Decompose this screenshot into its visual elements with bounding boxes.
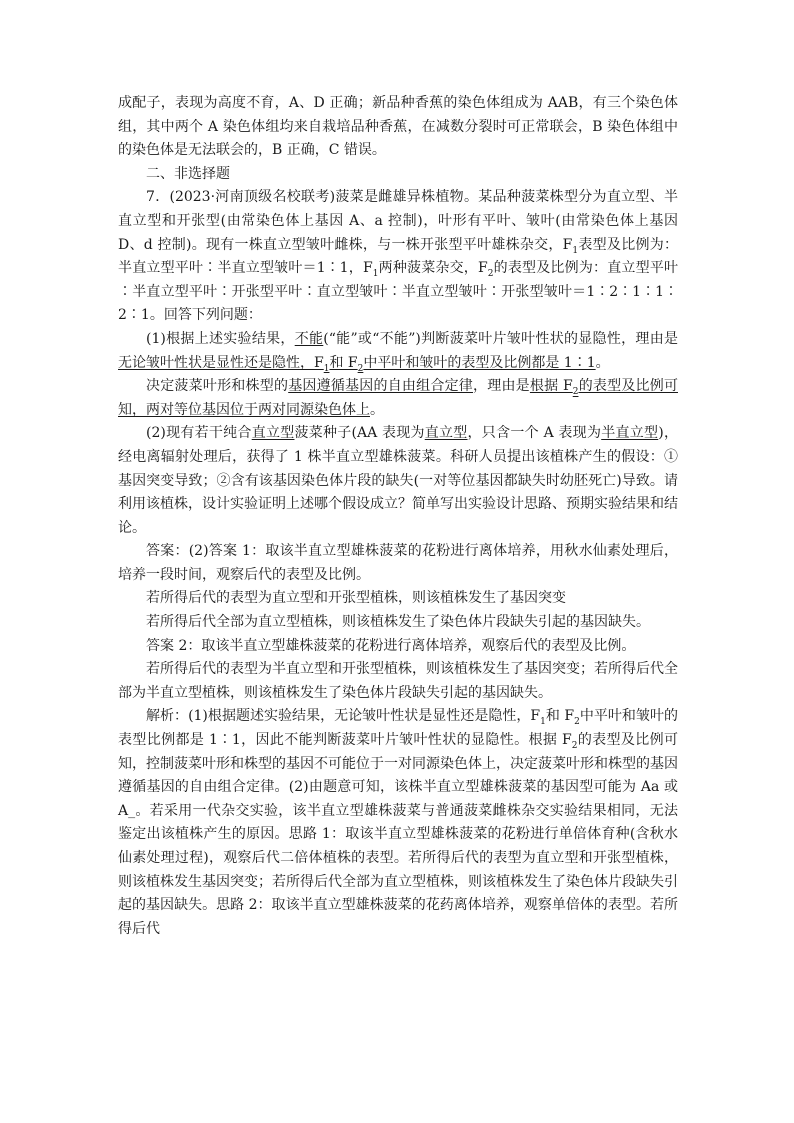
subscript: 2 <box>571 740 578 751</box>
text-run: 若所得后代的表型为直立型和开张型植株，则该植株发生了基因突变 <box>146 590 566 607</box>
paragraph <box>118 163 678 187</box>
paragraph <box>118 705 678 941</box>
subscript: 2 <box>572 386 579 397</box>
text-run: 7．(2023·河南顶级名校联考)菠菜是雌雄异株植物。某品种菠菜株型分为直立型、半直立型和开张型(由常染色体上基因 A、a 控制)，叶形有平叶、皱叶(由常染色体上基因 D、d 控制)。现有一株直立型皱叶雌株，与一株开张型平叶雄株杂交，F <box>118 189 678 253</box>
paragraph <box>118 92 678 163</box>
paragraph <box>118 186 678 328</box>
underlined-answer: 和 F <box>329 354 358 371</box>
subscript: 1 <box>572 245 579 256</box>
underlined-answer: 半直立型 <box>601 425 659 442</box>
underlined-answer: 直立型 <box>251 425 295 442</box>
text-run: 答案 2：取该半直立型雄株菠菜的花粉进行离体培养，观察后代的表型及比例。 <box>146 637 636 654</box>
subscript: 1 <box>323 363 330 374</box>
text-run: 两种菠菜杂交，F <box>378 260 488 277</box>
text-run: 。 <box>370 401 384 418</box>
document-page <box>118 92 678 941</box>
text-run: ，理由是 <box>473 378 530 395</box>
underlined-answer: 直立型 <box>424 425 468 442</box>
text-run: 。 <box>595 354 610 371</box>
subscript: 1 <box>540 717 546 728</box>
text-run: (2)现有若干纯合 <box>146 425 252 442</box>
text-run: 答案：(2)答案 1：取该半直立型雄株菠菜的花粉进行离体培养，用秋水仙素处理后，培养一段时间，观察后代的表型及比例。 <box>118 543 678 583</box>
text-run: 菠菜种子(AA 表现为 <box>294 425 425 442</box>
paragraph <box>118 635 678 659</box>
text-run: 的表型及比例为：直立型平叶∶半直立型平叶∶开张型平叶∶直立型皱叶∶半直立型皱叶∶开张型皱叶＝1∶2∶1∶1∶2∶1。回答下列问题： <box>118 260 679 324</box>
text-run: 若所得后代的表型为半直立型和开张型植株，则该植株发生了基因突变；若所得后代全部为半直立型植株，则该植株发生了染色体片段缺失引起的基因缺失。 <box>118 661 678 701</box>
paragraph <box>118 422 678 540</box>
subscript: 2 <box>574 717 580 728</box>
text-run: 若所得后代全部为直立型植株，则该植株发生了染色体片段缺失引起的基因缺失。 <box>146 614 650 631</box>
text-run: (“能”或“不能”)判断菠菜叶片皱叶性状的显隐性，理由是 <box>323 330 678 347</box>
text-run: 解析：(1)根据题述实验结果，无论皱叶性状是显性还是隐性，F <box>146 708 541 725</box>
paragraph <box>118 375 678 422</box>
text-run: (1)根据上述实验结果， <box>146 330 295 347</box>
underlined-answer: 基因遵循基因的自由组合定律 <box>288 378 474 395</box>
text-run: 和 F <box>545 708 575 725</box>
paragraph <box>118 658 678 705</box>
text-run: 二、非选择题 <box>146 165 230 182</box>
underlined-answer: 不能 <box>294 330 324 347</box>
text-run: 成配子，表现为高度不育，A、D 正确；新品种香蕉的染色体组成为 AAB，有三个染色体组，其中两个 A 染色体组均来自栽培品种香蕉，在减数分裂时可正常联会，B 染色体组中的染色体是无法联会的，B 正确，C 错误。 <box>118 95 678 159</box>
text-run: ，只含一个 A 表现为 <box>467 425 602 442</box>
underlined-answer: 根据 F <box>529 378 573 395</box>
paragraph <box>118 328 678 375</box>
paragraph <box>118 611 678 635</box>
text-run: 的表型及比例可知，控制菠菜叶形和株型的基因不可能位于一对同源染色体上，决定菠菜叶形和株型的基因遵循基因的自由组合定律。(2)由题意可知，该株半直立型雄株菠菜的基因型可能为 Aa 或 A_。若采用一代杂交实验，该半直立型雄株菠菜与普通菠菜雌株杂交实验结果相同，无法鉴定出该植株产生的原因。思路 1：取该半直立型雄株菠菜的花粉进行单倍体育种(含秋水仙素处理过程)，观察后代二倍体植株的表型。若所得后代的表型为直立型和开张型植株，则该植株发生基因突变；若所得后代全部为直立型植株，则该植株发生了染色体片段缺失引起的基因缺失。思路 2：取该半直立型雄株菠菜的花药离体培养，观察单倍体的表型。若所得后代 <box>118 732 679 937</box>
paragraph <box>118 540 678 587</box>
subscript: 2 <box>487 268 494 279</box>
text-run: 中平叶和皱叶的表型比例都是 1∶1，因此不能判断菠菜叶片皱叶性状的显隐性。根据 F <box>118 708 678 749</box>
text-run: 表型及比例为：半直立型平叶∶半直立型皱叶＝1∶1，F <box>118 236 679 277</box>
underlined-answer: 的表型及比例可知，两对等位基因位于两对同源染色体上 <box>118 378 678 418</box>
text-run: 决定菠菜叶形和株型的 <box>146 378 289 395</box>
subscript: 1 <box>372 268 379 279</box>
subscript: 2 <box>357 363 364 374</box>
underlined-answer: 中平叶和皱叶的表型及比例都是 1∶1 <box>363 354 596 371</box>
paragraph <box>118 587 678 611</box>
underlined-answer: 无论皱叶性状是显性还是隐性，F <box>118 354 324 371</box>
text-run: )，经电离辐射处理后，获得了 1 株半直立型雄株菠菜。科研人员提出该植株产生的假设：①基因突变导致；②含有该基因染色体片段的缺失(一对等位基因都缺失时幼胚死亡)导致。请利用该植株，设计实验证明上述哪个假设成立？简单写出实验设计思路、预期实验结果和结论。 <box>118 425 679 536</box>
